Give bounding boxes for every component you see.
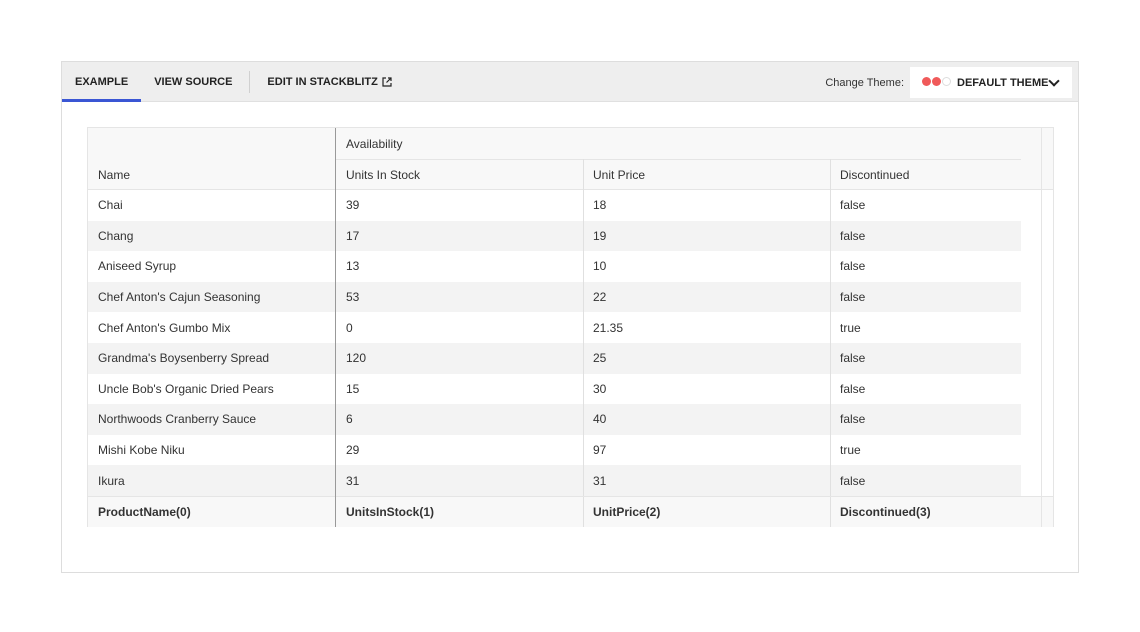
cell-unit-price[interactable]: 21.35 bbox=[593, 320, 624, 335]
table-row[interactable] bbox=[88, 435, 1021, 466]
summary-unitsinstock: UnitsInStock(1) bbox=[346, 505, 435, 519]
tab-edit-in-stackblitz[interactable] bbox=[254, 62, 404, 102]
change-theme-label: Change Theme: bbox=[825, 76, 904, 89]
tab-label: EDIT IN STACKBLITZ bbox=[267, 75, 378, 88]
cell-name[interactable]: Ikura bbox=[98, 473, 125, 488]
theme-swatch-icon bbox=[922, 77, 952, 89]
cell-discontinued[interactable]: false bbox=[840, 228, 866, 243]
table-row[interactable] bbox=[88, 374, 1021, 405]
cell-unit-price[interactable]: 22 bbox=[593, 290, 607, 305]
cell-name[interactable]: Uncle Bob's Organic Dried Pears bbox=[98, 381, 274, 396]
table-row[interactable] bbox=[88, 282, 1021, 313]
cell-discontinued[interactable]: false bbox=[840, 351, 866, 366]
chevron-down-icon bbox=[1048, 75, 1059, 86]
data-grid bbox=[87, 127, 1054, 527]
cell-name[interactable]: Mishi Kobe Niku bbox=[98, 443, 185, 458]
cell-discontinued[interactable]: false bbox=[840, 198, 866, 213]
cell-unit-price[interactable]: 10 bbox=[593, 259, 607, 274]
table-row[interactable] bbox=[88, 404, 1021, 435]
cell-unit-price[interactable]: 25 bbox=[593, 351, 607, 366]
sample-frame bbox=[61, 61, 1079, 573]
cell-unit-price[interactable]: 40 bbox=[593, 412, 607, 427]
cell-unit-price[interactable]: 97 bbox=[593, 443, 607, 458]
cell-units-in-stock[interactable]: 39 bbox=[346, 198, 360, 213]
theme-select[interactable] bbox=[910, 67, 1072, 98]
summary-unitprice: UnitPrice(2) bbox=[593, 505, 661, 519]
divider bbox=[249, 71, 250, 93]
cell-name[interactable]: Chef Anton's Gumbo Mix bbox=[98, 320, 231, 335]
tab-example[interactable]: EXAMPLE bbox=[62, 62, 141, 102]
column-header-discontinued[interactable]: Discontinued bbox=[840, 167, 910, 182]
grid-footer bbox=[88, 496, 1053, 527]
cell-discontinued[interactable]: false bbox=[840, 381, 866, 396]
summary-discontinued: Discontinued(3) bbox=[840, 505, 931, 519]
cell-discontinued[interactable]: true bbox=[840, 443, 861, 458]
cell-units-in-stock[interactable]: 13 bbox=[346, 259, 360, 274]
cell-name[interactable]: Northwoods Cranberry Sauce bbox=[98, 412, 257, 427]
cell-units-in-stock[interactable]: 6 bbox=[346, 412, 353, 427]
cell-name[interactable]: Aniseed Syrup bbox=[98, 259, 177, 274]
theme-value: DEFAULT THEME bbox=[957, 76, 1049, 89]
cell-unit-price[interactable]: 30 bbox=[593, 381, 607, 396]
external-link-icon bbox=[382, 77, 392, 87]
grid-header bbox=[88, 128, 1053, 190]
summary-productname: ProductName(0) bbox=[98, 505, 191, 519]
table-row[interactable] bbox=[88, 251, 1021, 282]
cell-name[interactable]: Chai bbox=[98, 198, 123, 213]
cell-name[interactable]: Chef Anton's Cajun Seasoning bbox=[98, 290, 261, 305]
cell-discontinued[interactable]: true bbox=[840, 320, 861, 335]
table-row[interactable] bbox=[88, 190, 1021, 221]
cell-discontinued[interactable]: false bbox=[840, 473, 866, 488]
cell-discontinued[interactable]: false bbox=[840, 259, 866, 274]
table-row[interactable] bbox=[88, 221, 1021, 252]
tab-view-source[interactable]: VIEW SOURCE bbox=[154, 75, 233, 88]
cell-units-in-stock[interactable]: 53 bbox=[346, 290, 360, 305]
cell-unit-price[interactable]: 18 bbox=[593, 198, 607, 213]
cell-units-in-stock[interactable]: 0 bbox=[346, 320, 353, 335]
cell-discontinued[interactable]: false bbox=[840, 290, 866, 305]
table-row[interactable] bbox=[88, 312, 1021, 343]
cell-discontinued[interactable]: false bbox=[840, 412, 866, 427]
cell-units-in-stock[interactable]: 15 bbox=[346, 381, 360, 396]
cell-units-in-stock[interactable]: 120 bbox=[346, 351, 367, 366]
column-header-unit-price[interactable]: Unit Price bbox=[593, 167, 646, 182]
column-group-availability: Availability bbox=[346, 136, 403, 151]
toolbar bbox=[62, 62, 1078, 102]
column-header-units-in-stock[interactable]: Units In Stock bbox=[346, 167, 421, 182]
column-header-name[interactable]: Name bbox=[98, 167, 131, 182]
cell-units-in-stock[interactable]: 29 bbox=[346, 443, 360, 458]
cell-name[interactable]: Grandma's Boysenberry Spread bbox=[98, 351, 270, 366]
table-row[interactable] bbox=[88, 465, 1021, 496]
cell-units-in-stock[interactable]: 31 bbox=[346, 473, 360, 488]
vertical-scrollbar[interactable] bbox=[1041, 128, 1053, 527]
cell-unit-price[interactable]: 19 bbox=[593, 228, 607, 243]
table-row[interactable] bbox=[88, 343, 1021, 374]
cell-units-in-stock[interactable]: 17 bbox=[346, 228, 360, 243]
cell-name[interactable]: Chang bbox=[98, 228, 134, 243]
cell-unit-price[interactable]: 31 bbox=[593, 473, 607, 488]
